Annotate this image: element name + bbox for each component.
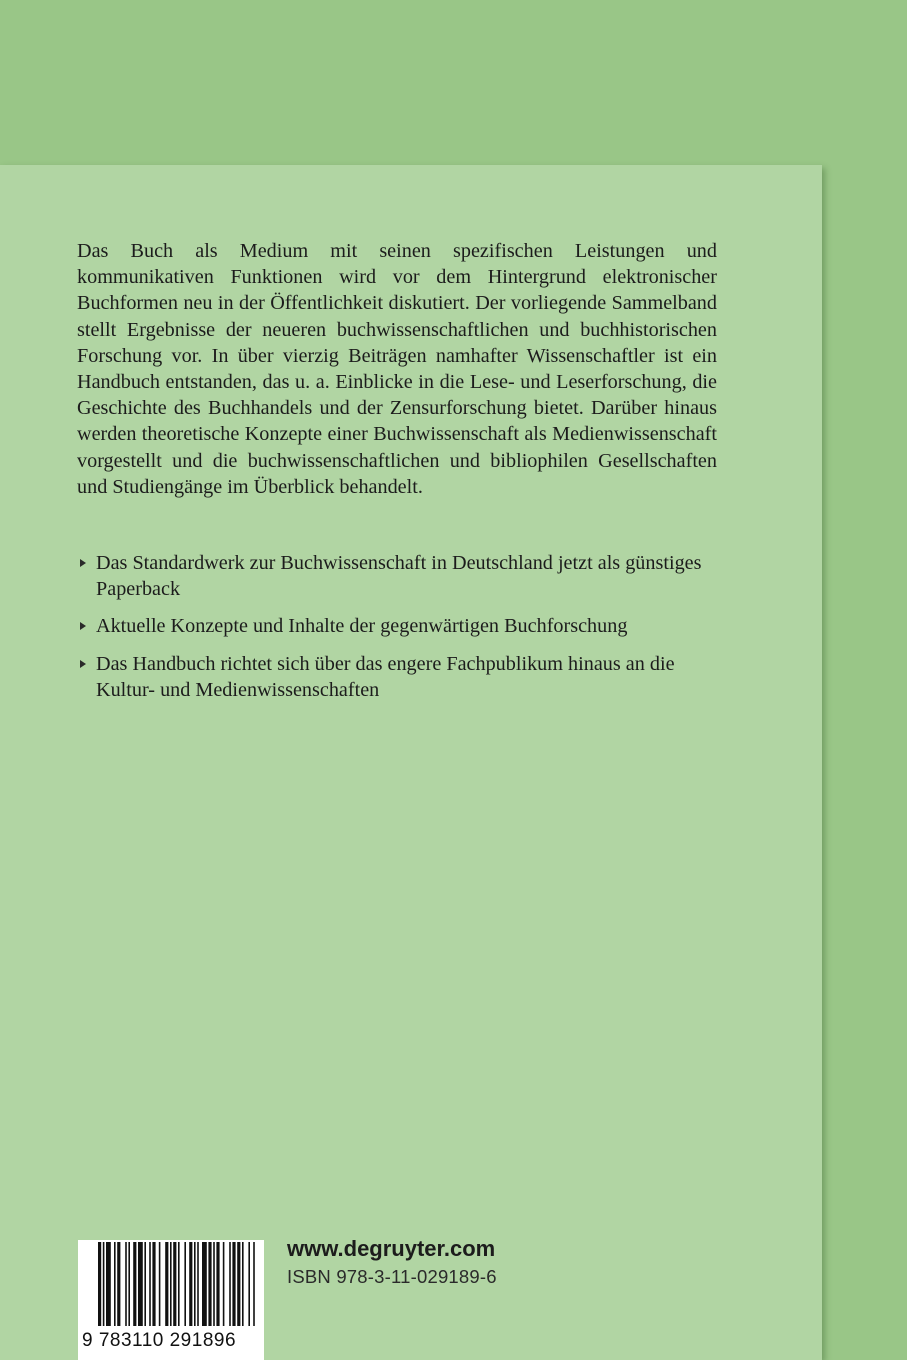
triangle-bullet-icon xyxy=(80,660,86,668)
barcode xyxy=(78,1240,264,1360)
list-item xyxy=(77,613,717,639)
triangle-bullet-icon xyxy=(80,559,86,567)
isbn-label: ISBN 978-3-11-029189-6 xyxy=(287,1266,497,1287)
list-item-text: Das Handbuch richtet sich über das engere Fachpublikum hinaus an die Kultur- und Medienwissenschaften xyxy=(96,652,675,701)
list-item xyxy=(77,550,717,602)
list-item-text: Das Standardwerk zur Buchwissenschaft in Deutschland jetzt als günstiges Paperback xyxy=(96,552,702,601)
publisher-website: www.degruyter.com xyxy=(287,1236,496,1261)
list-item xyxy=(77,651,717,703)
list-item-text: Aktuelle Konzepte und Inhalte der gegenwärtigen Buchforschung xyxy=(96,615,628,638)
feature-list xyxy=(77,550,717,714)
blurb-text: Das Buch als Medium mit seinen spezifischen Leistungen und kommunikativen Funktionen wird vor dem Hintergrund elektronischer Buchformen neu in der Öffentlichkeit diskutiert. Der vorliegende Sammelband stellt Ergebnisse der neueren buchwissenschaftlichen und buchhistorischen Forschung vor. In über vierzig Beiträgen namhafter Wissenschaftler ist ein Handbuch entstanden, das u. a. Einblicke in die Lese- und Leserforschung, die Geschichte des Buchhandels und der Zensurforschung bietet. Darüber hinaus werden theoretische Konzepte einer Buchwissenschaft als Medienwissenschaft vorgestellt und die buchwissenschaftlichen und bibliophilen Gesellschaften und Studiengänge im Überblick behandelt. xyxy=(77,240,717,498)
triangle-bullet-icon xyxy=(80,622,86,630)
barcode-digits: 9 783110 291896 xyxy=(82,1330,237,1351)
